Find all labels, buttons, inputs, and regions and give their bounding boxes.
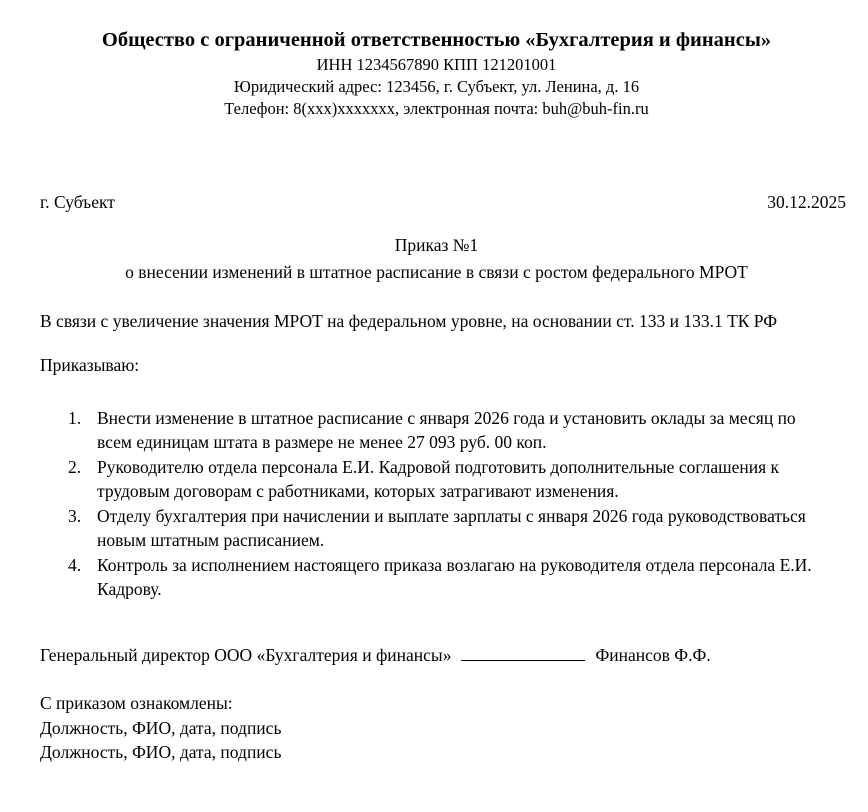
inn-kpp-line: ИНН 1234567890 КПП 121201001 [316,55,557,74]
order-item [40,406,833,455]
acknowledgement-title: С приказом ознакомлены: [40,693,233,713]
order-item-text: Руководителю отдела персонала Е.И. Кадровой подготовить дополнительные соглашения к трудовым договорам с работниками, которых затрагивают изменения. [97,456,780,501]
city-label: г. Субъект [40,192,115,212]
order-item [40,455,833,504]
order-item-number: 3. [68,505,82,526]
order-subject-heading: о внесении изменений в штатное расписание в связи с ростом федерального МРОТ [125,261,748,282]
order-item-text: Отделу бухгалтерия при начислении и выплате зарплаты с января 2026 года руководствоваться новым штатным расписанием. [97,505,806,550]
acknowledgement-line: Должность, ФИО, дата, подпись [40,717,282,738]
order-item-number: 4. [68,554,82,575]
contact-line: Телефон: 8(xxx)xxxxxxx, электронная почта: buh@buh-fin.ru [224,99,649,118]
acknowledgement-line: Должность, ФИО, дата, подпись [40,742,282,762]
signatory-name: Финансов Ф.Ф. [595,644,711,665]
order-item [40,504,833,553]
signatory-role: Генеральный директор ООО «Бухгалтерия и финансы» [40,644,452,665]
document-title [40,232,833,286]
document-date: 30.12.2025 [767,192,846,212]
intro-paragraph: В связи с увеличение значения МРОТ на федеральном уровне, на основании ст. 133 и 133.1 ТК РФ [40,310,778,331]
acknowledgement-block [40,691,833,765]
meta-row [40,190,846,215]
order-item-number: 2. [68,456,82,477]
order-item-text: Внести изменение в штатное расписание с января 2026 года и установить оклады за месяц по всем единицам штата в размере не менее 27 093 руб. 00 коп. [97,407,796,452]
order-list [40,406,833,602]
order-item-text: Контроль за исполнением настоящего приказа возлагаю на руководителя отдела персонала Е.И. Кадрову. [97,554,812,599]
order-verb: Приказываю: [40,355,140,375]
order-item-number: 1. [68,407,82,428]
order-item [40,553,833,602]
signature-line [461,660,585,661]
company-name: Общество с ограниченной ответственностью «Бухгалтерия и финансы» [101,29,772,51]
org-header [40,26,833,120]
address-line: Юридический адрес: 123456, г. Субъект, ул. Ленина, д. 16 [233,77,640,96]
order-number-heading: Приказ №1 [394,234,479,255]
signature-row [40,643,833,668]
